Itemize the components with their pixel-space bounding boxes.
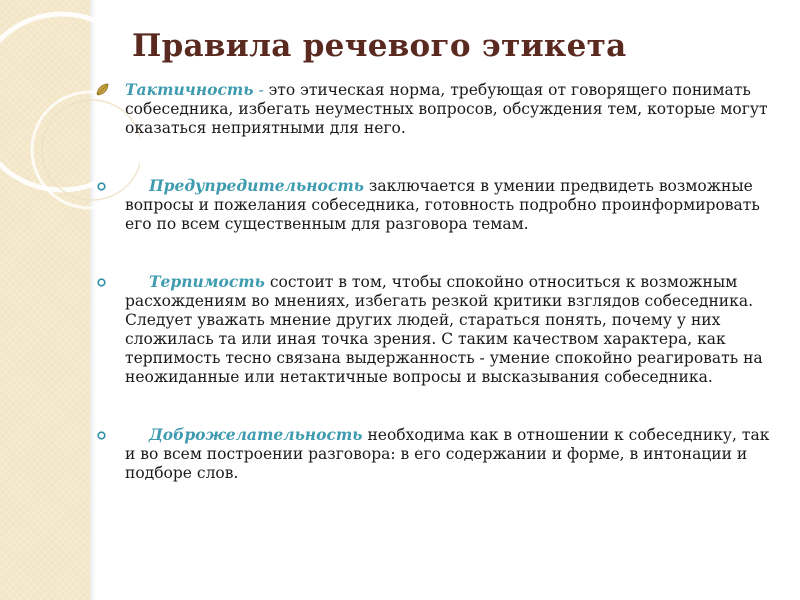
- slide-title: Правила речевого этикета: [132, 28, 627, 64]
- definition-tolerance: состоит в том, чтобы спокойно относиться к возможным расхождениям во мнениях, избегать резкой критики взглядов собеседника. Следует уважать мнение других людей, стараться понять, почему у них сложилась та или иная точка зрения. С таким качеством характера, как терпимость тесно связана выдержанность - умение спокойно реагировать на неожиданные или нетактичные вопросы и высказывания собеседника.: [125, 273, 763, 386]
- definition-tactfulness: это этическая норма, требующая от говорящего понимать собеседника, избегать неуместных вопросов, обсуждения тем, которые могут оказаться неприятными для него.: [125, 81, 768, 137]
- circle-bullet-icon: [97, 182, 106, 191]
- term-consideration: Предупредительность: [149, 176, 364, 195]
- definition-benevolence: необходима как в отношении к собеседнику, так и во всем построении разговора: в его содержании и форме, в интонации и подборе слов.: [125, 426, 770, 482]
- rules-list: [96, 80, 776, 483]
- spacer: [96, 138, 776, 176]
- spacer: [96, 234, 776, 272]
- spacer: [96, 387, 776, 425]
- list-item-tolerance: [96, 272, 776, 387]
- circle-bullet-icon: [97, 431, 106, 440]
- term-benevolence: Доброжелательность: [149, 425, 363, 444]
- list-item-benevolence: [96, 425, 776, 483]
- term-tolerance: Терпимость: [149, 272, 265, 291]
- list-item-tactfulness: [96, 80, 776, 138]
- circle-bullet-icon: [97, 278, 106, 287]
- list-item-consideration: [96, 176, 776, 234]
- leaf-bullet-icon: [96, 83, 109, 96]
- definition-consideration: заключается в умении предвидеть возможные вопросы и пожелания собеседника, готовность подробно проинформировать его по всем существенным для разговора темам.: [125, 177, 760, 233]
- term-tactfulness: Тактичность: [125, 80, 254, 99]
- term-separator: -: [253, 81, 269, 99]
